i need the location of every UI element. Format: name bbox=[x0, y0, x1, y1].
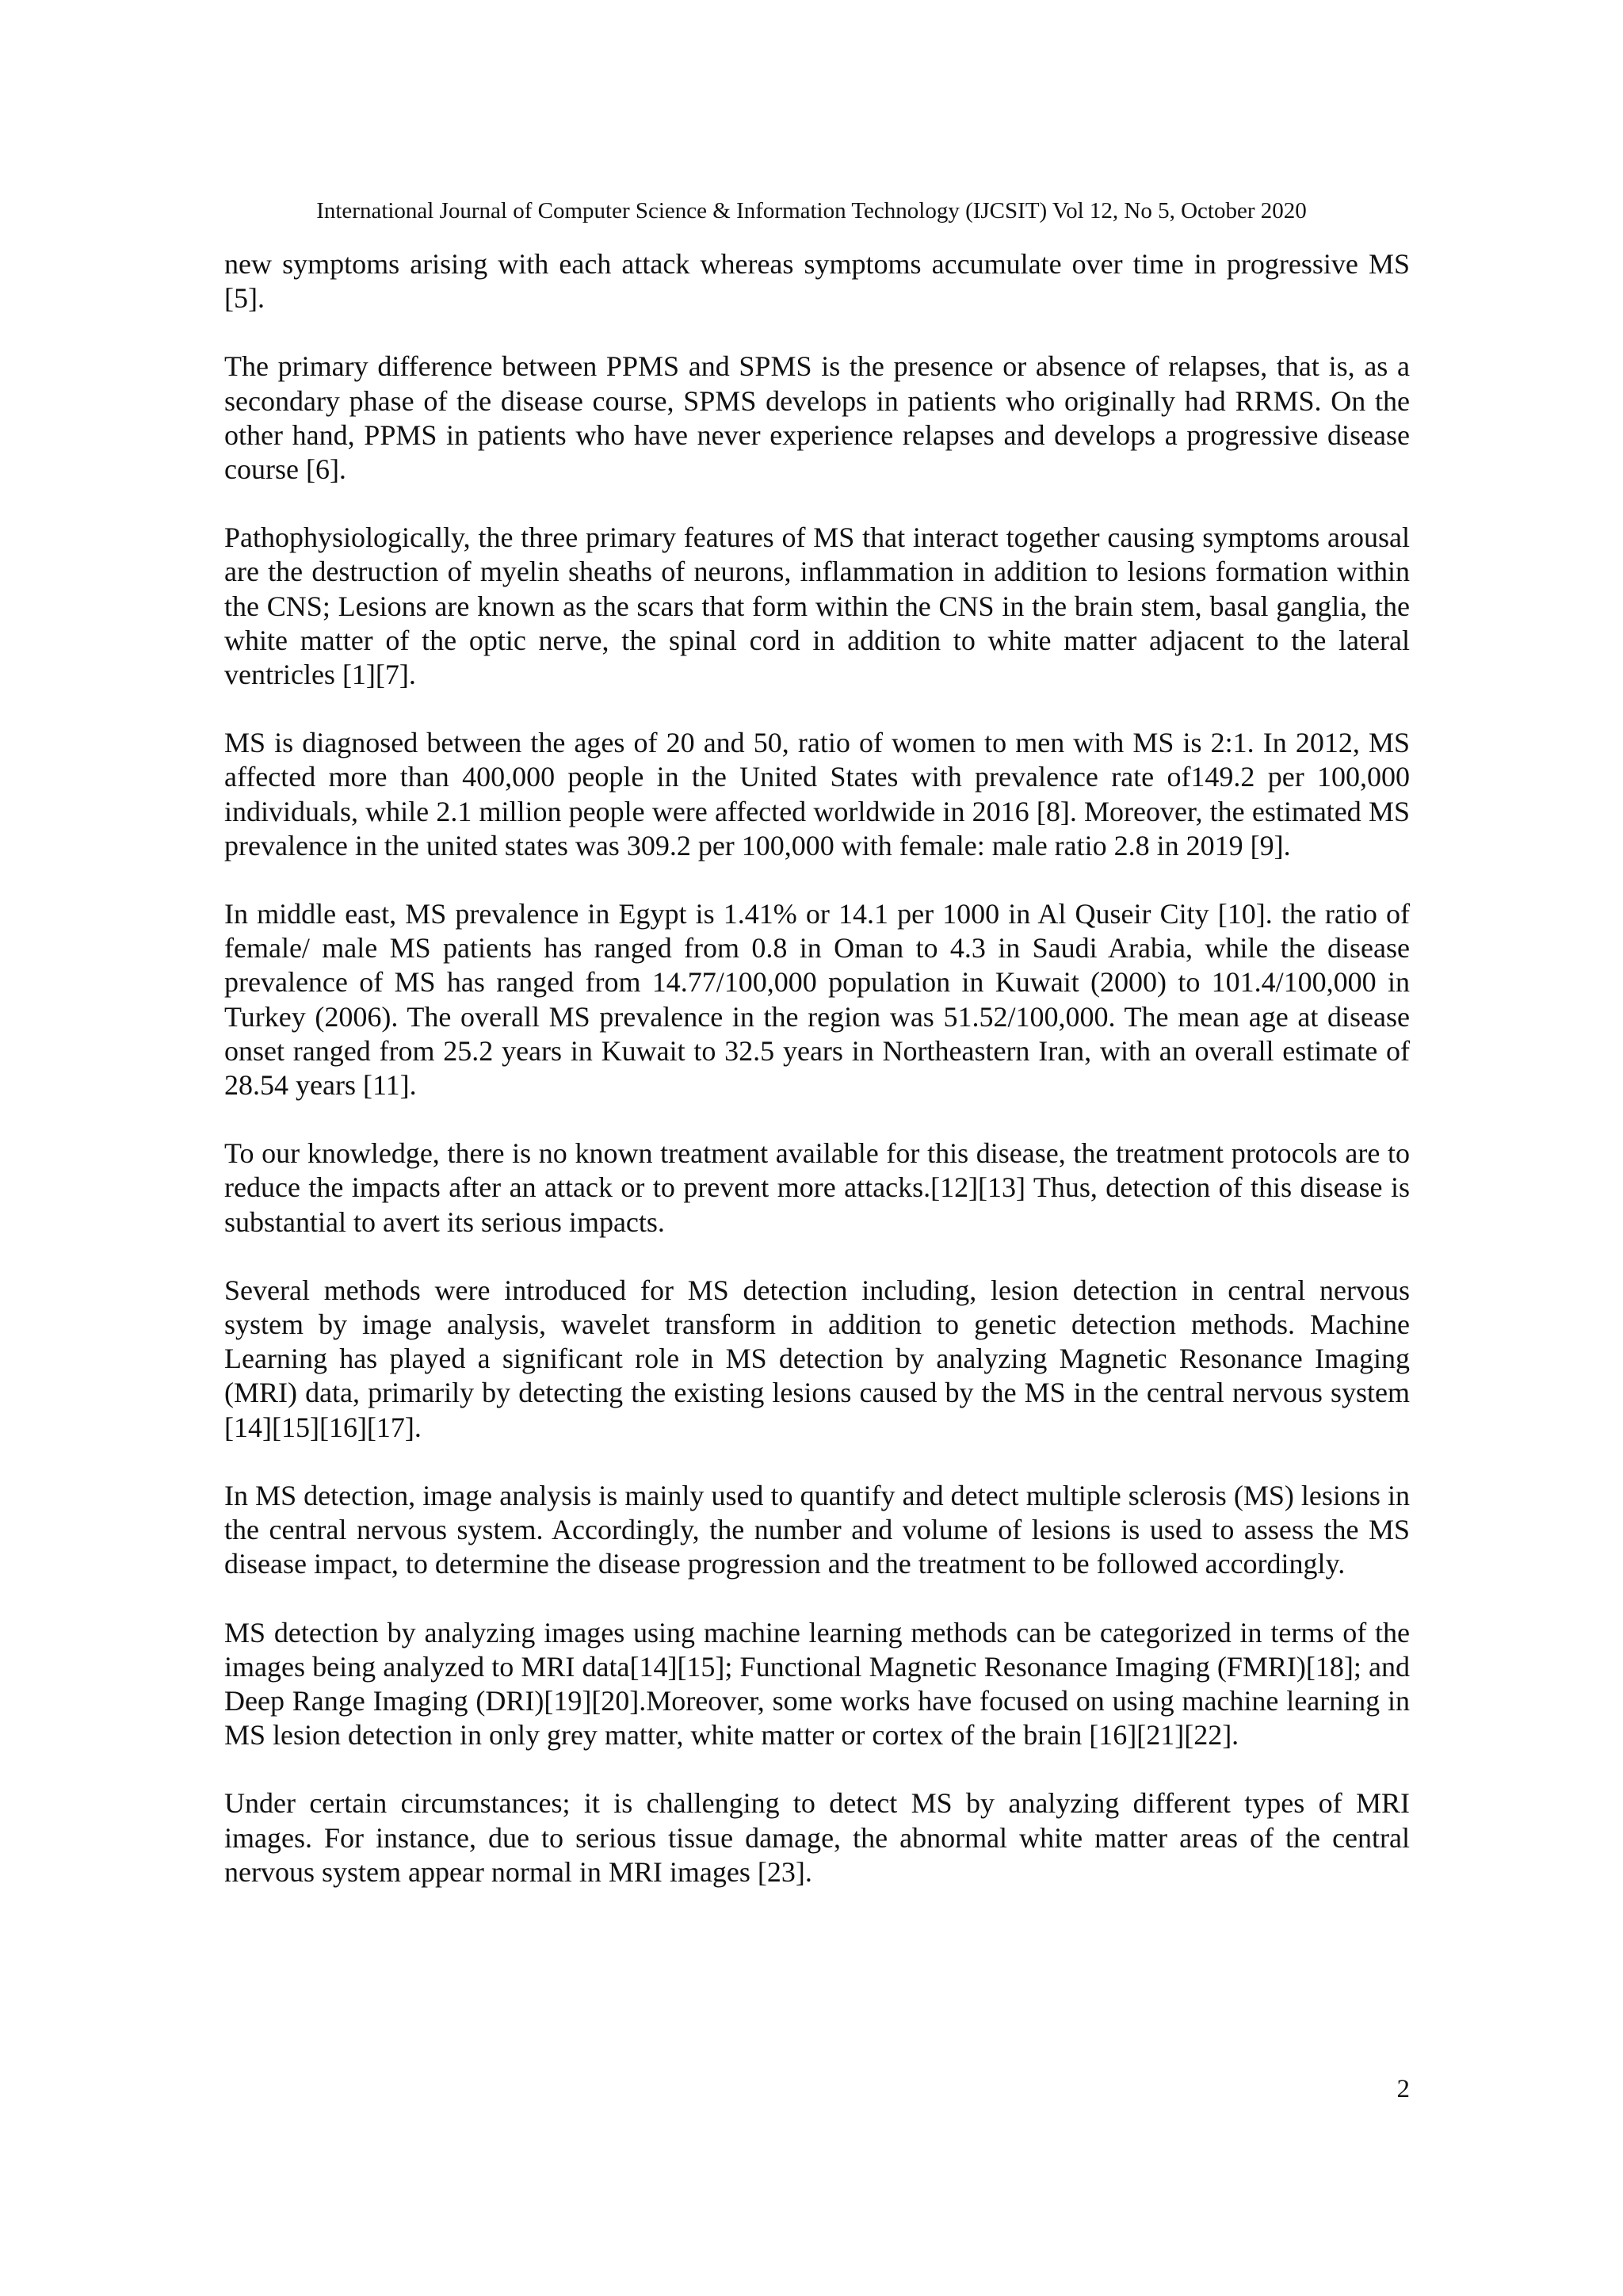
paragraph-6: To our knowledge, there is no known treatment available for this disease, the treatment protocols are to reduce the impacts after an attack or to prevent more attacks.[12][13] Thus, detection of this disease is substantial to avert its serious impacts. bbox=[224, 1137, 1410, 1238]
body-text bbox=[224, 247, 1410, 1924]
paragraph-5: In middle east, MS prevalence in Egypt is 1.41% or 14.1 per 1000 in Al Quseir City [10]. the ratio of female/ male MS patients has ranged from 0.8 in Oman to 4.3 in Saudi Arabia, while the disease prevalence of MS has ranged from 14.77/100,000 population in Kuwait (2000) to 101.4/100,000 in Turkey (2006). The overall MS prevalence in the region was 51.52/100,000. The mean age at disease onset ranged from 25.2 years in Kuwait to 32.5 years in Northeastern Iran, with an overall estimate of 28.54 years [11]. bbox=[224, 898, 1410, 1102]
paragraph-2: The primary difference between PPMS and SPMS is the presence or absence of relapses, that is, as a secondary phase of the disease course, SPMS develops in patients who originally had RRMS. On the other hand, PPMS in patients who have never experience relapses and develops a progressive disease course [6]. bbox=[224, 350, 1410, 486]
page-number: 2 bbox=[1396, 2075, 1410, 2103]
paragraph-4: MS is diagnosed between the ages of 20 and 50, ratio of women to men with MS is 2:1. In 2012, MS affected more than 400,000 people in the United States with prevalence rate of149.2 per 100,000 individuals, while 2.1 million people were affected worldwide in 2016 [8]. Moreover, the estimated MS prevalence in the united states was 309.2 per 100,000 with female: male ratio 2.8 in 2019 [9]. bbox=[224, 727, 1410, 861]
paragraph-10: Under certain circumstances; it is challenging to detect MS by analyzing different types of MRI images. For instance, due to serious tissue damage, the abnormal white matter areas of the central nervous system appear normal in MRI images [23]. bbox=[224, 1787, 1410, 1888]
paragraph-3: Pathophysiologically, the three primary features of MS that interact together causing symptoms arousal are the destruction of myelin sheaths of neurons, inflammation in addition to lesions formation within the CNS; Lesions are known as the scars that form within the CNS in the brain stem, basal ganglia, the white matter of the optic nerve, the spinal cord in addition to white matter adjacent to the lateral ventricles [1][7]. bbox=[224, 521, 1410, 691]
paragraph-8: In MS detection, image analysis is mainly used to quantify and detect multiple sclerosis (MS) lesions in the central nervous system. Accordingly, the number and volume of lesions is used to assess the MS disease impact, to determine the disease progression and the treatment to be followed accordingly. bbox=[224, 1479, 1410, 1580]
running-header: International Journal of Computer Science & Information Technology (IJCSIT) Vol 12, No 5, October 2020 bbox=[316, 198, 1307, 223]
paragraph-9: MS detection by analyzing images using machine learning methods can be categorized in terms of the images being analyzed to MRI data[14][15]; Functional Magnetic Resonance Imaging (FMRI)[18]; and Deep Range Imaging (DRI)[19][20].Moreover, some works have focused on using machine learning in MS lesion detection in only grey matter, white matter or cortex of the brain [16][21][22]. bbox=[224, 1616, 1410, 1752]
paragraph-1: new symptoms arising with each attack whereas symptoms accumulate over time in progressive MS [5]. bbox=[224, 248, 1410, 315]
paragraph-7: Several methods were introduced for MS detection including, lesion detection in central nervous system by image analysis, wavelet transform in addition to genetic detection methods. Machine Learning has played a significant role in MS detection by analyzing Magnetic Resonance Imaging (MRI) data, primarily by detecting the existing lesions caused by the MS in the central nervous system [14][15][16][17]. bbox=[224, 1274, 1410, 1443]
